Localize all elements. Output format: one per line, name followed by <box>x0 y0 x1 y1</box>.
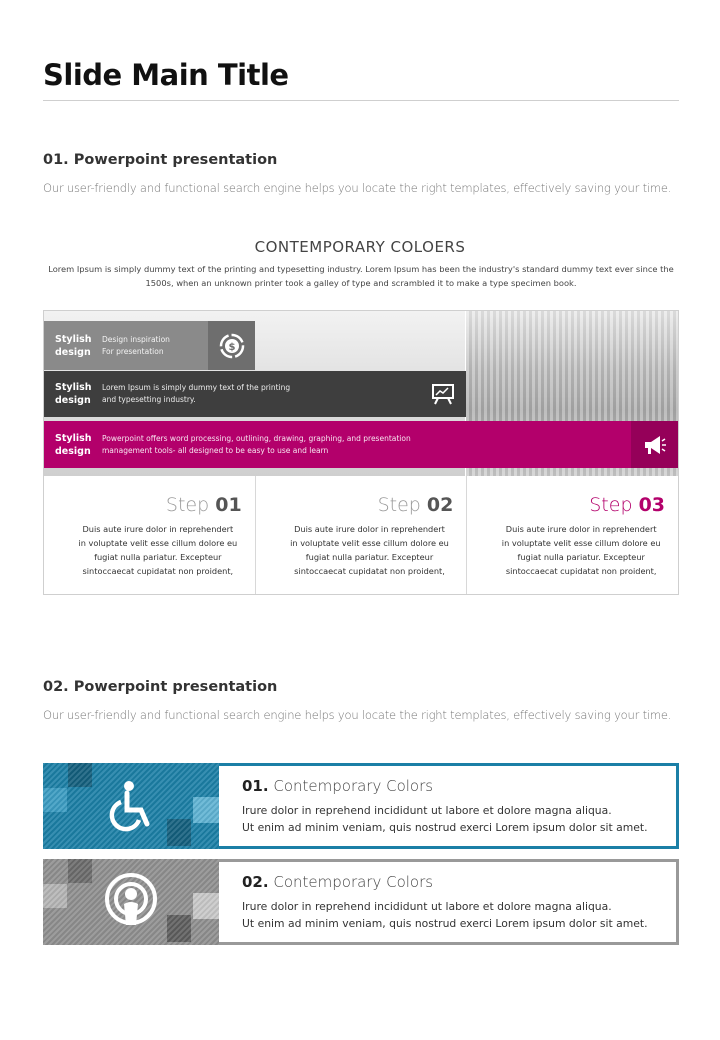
title-divider <box>43 100 679 101</box>
step-word: Step <box>377 494 421 516</box>
card-line2: Ut enim ad minim veniam, quis nostrud exerci Lorem ipsum dolor sit amet. <box>242 917 648 930</box>
step-number: 02 <box>426 494 454 516</box>
feature-card-02 <box>43 859 679 945</box>
step-text: Duis aute irure dolor in reprehendert in voluptate velit esse cillum dolore eu fugiat nulla pariatur. Excepteur sintoccaecat cupidatat non proident, <box>290 524 449 576</box>
step-03 <box>467 476 678 594</box>
presentation-board-icon <box>419 371 466 417</box>
card-title: Contemporary Colors <box>273 873 434 891</box>
contemporary-body: Lorem Ipsum is simply dummy text of the printing and typesetting industry. Lorem Ipsum has been the industry's standard dummy text ever since the 1500s, when an unknown printer took a galley of type and scrambled it to make a type specimen book. <box>48 264 674 288</box>
band-text-line2: For presentation <box>102 346 164 356</box>
card-line1: Irure dolor in reprehend incididunt ut labore et dolore magna aliqua. <box>242 804 612 817</box>
feature-card-01 <box>43 763 679 849</box>
section1-subtitle: Our user-friendly and functional search engine helps you locate the right templates, effectively saving your time. <box>43 181 672 195</box>
band-label-line2: design <box>55 395 91 406</box>
svg-text:$: $ <box>228 341 235 353</box>
section2-heading: 02. Powerpoint presentation <box>43 679 278 695</box>
card-line1: Irure dolor in reprehend incididunt ut labore et dolore magna aliqua. <box>242 900 612 913</box>
card-number: 02. <box>242 873 269 891</box>
contemporary-title: CONTEMPORARY COLOERS <box>254 238 466 256</box>
step-word: Step <box>589 494 633 516</box>
band-powerpoint-tools <box>44 421 678 468</box>
section1-heading: 01. Powerpoint presentation <box>43 152 278 168</box>
dollar-refresh-icon <box>208 321 255 370</box>
page-title: Slide Main Title <box>43 58 289 92</box>
band-label-line2: design <box>55 346 91 358</box>
band-text-line1: Lorem Ipsum is simply dummy text of the printing <box>102 383 291 392</box>
band-text-line2: management tools- all designed to be easy to use and learn <box>102 445 329 455</box>
band-text-line1: Powerpoint offers word processing, outlining, drawing, graphing, and presentation <box>102 433 411 443</box>
band-label-line1: Stylish <box>55 382 92 393</box>
megaphone-icon <box>631 421 678 468</box>
step-word: Step <box>165 494 210 516</box>
step-number: 01 <box>215 494 242 516</box>
city-photo <box>44 311 678 476</box>
card-line2: Ut enim ad minim veniam, quis nostrud exerci Lorem ipsum dolor sit amet. <box>242 821 648 834</box>
card-icon-tile <box>43 859 219 945</box>
card-title: Contemporary Colors <box>273 777 434 795</box>
step-02 <box>256 476 468 594</box>
podcast-icon <box>103 873 159 935</box>
step-text: Duis aute irure dolor in reprehendert in voluptate velit esse cillum dolore eu fugiat nulla pariatur. Excepteur sintoccaecat cupidatat non proident, <box>501 524 661 576</box>
step-01 <box>44 476 256 594</box>
band-label-line1: Stylish <box>55 333 92 345</box>
band-label-line1: Stylish <box>55 432 92 444</box>
band-design-inspiration <box>44 321 255 370</box>
band-typesetting <box>44 371 466 417</box>
band-text-line2: and typesetting industry. <box>102 395 196 404</box>
steps-infographic <box>43 310 679 595</box>
steps-row <box>44 476 678 594</box>
card-icon-tile <box>43 763 219 849</box>
step-text: Duis aute irure dolor in reprehendert in voluptate velit esse cillum dolore eu fugiat nulla pariatur. Excepteur sintoccaecat cupidatat non proident, <box>78 524 238 576</box>
card-number: 01. <box>242 777 269 795</box>
section2-subtitle: Our user-friendly and functional search engine helps you locate the right templates, effectively saving your time. <box>43 708 672 722</box>
band-label-line2: design <box>55 445 91 457</box>
wheelchair-icon <box>103 778 159 838</box>
step-number: 03 <box>638 494 666 516</box>
band-text-line1: Design inspiration <box>102 334 170 344</box>
